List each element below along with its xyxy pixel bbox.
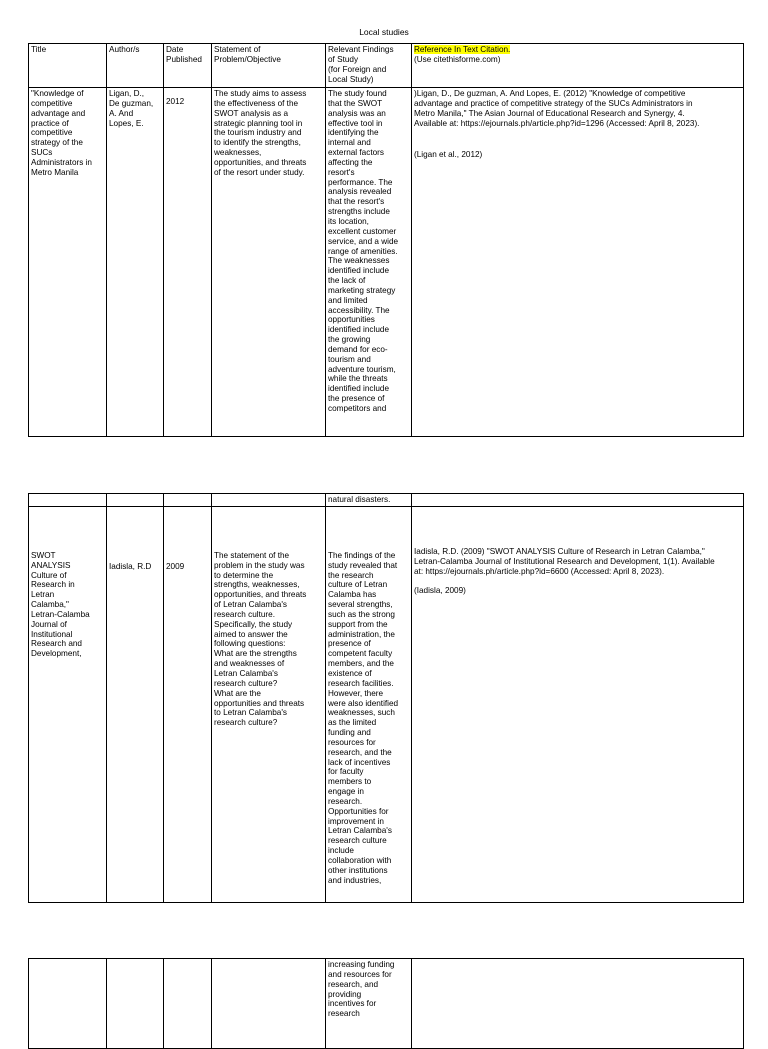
cell-reference: [412, 88, 744, 437]
cell-authors: Ligan, D., De guzman, A. And Lopes, E.: [107, 88, 164, 437]
cell-empty: [29, 494, 107, 507]
cell-empty: [412, 494, 744, 507]
cell-findings: increasing funding and resources for research, and providing incentives for research: [326, 959, 412, 1049]
cell-statement: The statement of the problem in the study was to determine the strengths, weaknesses, opportunities, and threats of Letran Calamba's research culture. Specifically, the study aimed to answer the following questions: What are the strengths and weaknesses of Letran Calamba's research culture? What are the opportunities and threats to Letran Calamba's research culture?: [212, 506, 326, 902]
citation-text: (Ligan et al., 2012): [414, 150, 483, 160]
cell-findings: The study found that the SWOT analysis was an effective tool in identifying the internal and external factors affecting the resort's performance. The analysis revealed that the resort's strengths include its location, excellent customer service, and a wide range of amenities. The weaknesses identified include the lack of marketing strategy and limited accessibility. The opportunities identified include the growing demand for eco- tourism and adventure tourism, while the threats identified include the presence of competitors and: [326, 88, 412, 437]
reference-highlight: Reference In Text Citation.: [414, 45, 511, 54]
reference-text: Iadisla, R.D. (2009) "SWOT ANALYSIS Culture of Research in Letran Calamba," Letran-Calamba Journal of Institutional Research and Development, 1(1). Available at: https://ejournals.ph/article.php?id=6600 (Accessed: April 8, 2023).: [414, 546, 715, 576]
cell-reference: [412, 506, 744, 902]
header-date: Date Published: [164, 44, 212, 88]
header-title: Title: [29, 44, 107, 88]
cell-authors: Iadisla, R.D: [107, 506, 164, 902]
local-studies-table-continued-2: [28, 958, 744, 1049]
cell-title: "Knowledge of competitive advantage and practice of competitive strategy of the SUCs Administrators in Metro Manila: [29, 88, 107, 437]
header-reference: [412, 44, 744, 88]
cell-empty: [29, 959, 107, 1049]
cell-empty: [107, 959, 164, 1049]
cell-findings: natural disasters.: [326, 494, 412, 507]
local-studies-table-continued: [28, 493, 744, 903]
citation-text: (Iadisla, 2009): [414, 586, 466, 596]
table-row: [29, 88, 744, 437]
document-title: Local studies: [359, 27, 409, 37]
local-studies-table: [28, 43, 744, 437]
table-row-continued: [29, 494, 744, 507]
cell-empty: [212, 959, 326, 1049]
header-row: [29, 44, 744, 88]
reference-note: (Use citethisforme.com): [414, 54, 501, 64]
reference-text: )Ligan, D., De guzman, A. And Lopes, E. (2012) "Knowledge of competitive advantage and practice of competitive strategy of the SUCs Administrators in Metro Manila," The Asian Journal of Educational Research and Synergy, 4. Available at: https://ejournals.ph/article.php?id=1296 (Accessed: April 8, 2023).: [414, 89, 700, 128]
header-authors: Author/s: [107, 44, 164, 88]
header-findings: Relevant Findings of Study (for Foreign and Local Study): [326, 44, 412, 88]
cell-date: 2012: [164, 88, 212, 437]
header-statement: Statement of Problem/Objective: [212, 44, 326, 88]
cell-empty: [164, 494, 212, 507]
cell-title: SWOT ANALYSIS Culture of Research in Letran Calamba," Letran-Calamba Journal of Institutional Research and Development,: [29, 506, 107, 902]
table-row-continued: [29, 959, 744, 1049]
cell-empty: [164, 959, 212, 1049]
table-row: [29, 506, 744, 902]
cell-findings: The findings of the study revealed that the research culture of Letran Calamba has several strengths, such as the strong support from the administration, the presence of competent faculty members, and the existence of research facilities. However, there were also identified weaknesses, such as the limited funding and resources for research, and the lack of incentives for faculty members to engage in research. Opportunities for improvement in Letran Calamba's research culture include collaboration with other institutions and industries,: [326, 506, 412, 902]
cell-empty: [412, 959, 744, 1049]
cell-empty: [212, 494, 326, 507]
cell-date: 2009: [164, 506, 212, 902]
cell-statement: The study aims to assess the effectiveness of the SWOT analysis as a strategic planning tool in the tourism industry and to identify the strengths, weaknesses, opportunities, and threats of the resort under study.: [212, 88, 326, 437]
cell-empty: [107, 494, 164, 507]
